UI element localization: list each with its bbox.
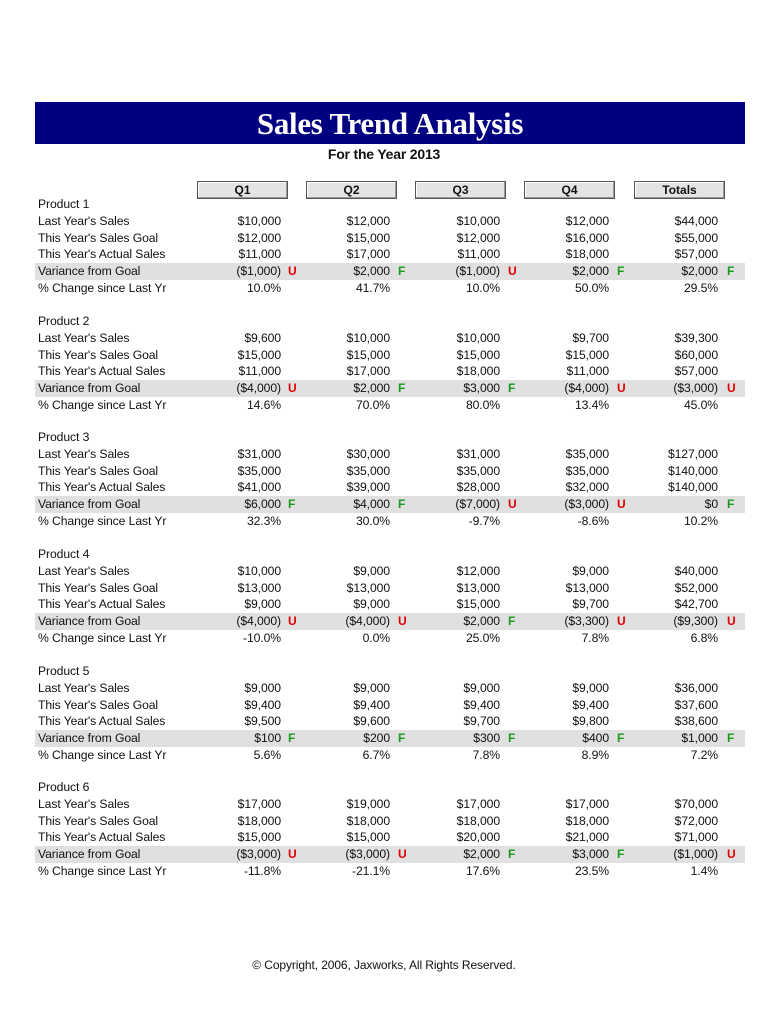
cell-q2: $30,000	[346, 446, 390, 461]
cell-q2: $15,000	[346, 230, 390, 245]
cell-q3: $28,000	[456, 480, 500, 495]
cell-q4: $15,000	[565, 347, 609, 362]
cell-q1: $35,000	[237, 463, 281, 478]
product-name: Product 3	[38, 430, 90, 444]
cell-q3: $2,000	[463, 847, 500, 861]
unfavorable-flag: U	[398, 847, 407, 861]
cell-q2: $9,600	[353, 714, 390, 729]
cell-totals: 6.8%	[690, 630, 718, 645]
column-header-q3: Q3	[415, 181, 506, 199]
cell-q3: -9.7%	[468, 513, 500, 528]
cell-totals: $40,000	[674, 563, 718, 578]
cell-q1: $15,000	[237, 830, 281, 845]
cell-q2: $9,000	[353, 680, 390, 695]
cell-q1: $9,000	[244, 597, 281, 612]
unfavorable-flag: U	[288, 381, 297, 395]
table-row-goal	[35, 463, 745, 480]
table-row-actual	[35, 479, 745, 496]
cell-q1: 5.6%	[253, 747, 281, 762]
row-label: Last Year's Sales	[38, 213, 130, 228]
cell-q1: $9,400	[244, 697, 281, 712]
cell-q2: $2,000	[353, 264, 390, 278]
favorable-flag: F	[288, 497, 296, 511]
row-label: Last Year's Sales	[38, 680, 130, 695]
cell-q4: 23.5%	[574, 863, 609, 878]
cell-q2: $10,000	[346, 330, 390, 345]
row-label: Last Year's Sales	[38, 446, 130, 461]
table-row-last-year	[35, 213, 745, 230]
cell-q4: $32,000	[565, 480, 609, 495]
product-name-row	[35, 196, 745, 213]
column-header-q1: Q1	[197, 181, 288, 199]
row-label: This Year's Sales Goal	[38, 347, 159, 362]
row-label: % Change since Last Yr	[38, 747, 167, 762]
cell-q4: ($4,000)	[564, 381, 609, 395]
table-row-last-year	[35, 446, 745, 463]
table-row-last-year	[35, 563, 745, 580]
product-name: Product 2	[38, 314, 90, 328]
cell-totals: $60,000	[674, 347, 718, 362]
cell-q4: 8.9%	[581, 747, 609, 762]
cell-q1: $15,000	[237, 347, 281, 362]
row-label: Variance from Goal	[38, 381, 141, 395]
favorable-flag: F	[398, 497, 406, 511]
table-row-last-year	[35, 680, 745, 697]
row-label: This Year's Actual Sales	[38, 830, 166, 845]
cell-q3: $11,000	[457, 247, 500, 262]
cell-q3: 7.8%	[472, 747, 500, 762]
table-row-change	[35, 747, 745, 764]
cell-totals: $39,300	[674, 330, 718, 345]
cell-totals: $1,000	[681, 731, 718, 745]
favorable-flag: F	[398, 381, 406, 395]
cell-q2: 41.7%	[355, 280, 390, 295]
row-label: This Year's Actual Sales	[38, 364, 166, 379]
cell-totals: $57,000	[674, 364, 718, 379]
table-row-variance	[35, 846, 745, 863]
cell-totals: $57,000	[674, 247, 718, 262]
page-subtitle: For the Year 2013	[327, 146, 441, 162]
cell-q3: $20,000	[456, 830, 500, 845]
row-label: This Year's Actual Sales	[38, 247, 166, 262]
cell-q4: $12,000	[565, 213, 609, 228]
unfavorable-flag: U	[727, 614, 736, 628]
cell-q2: -21.1%	[351, 863, 390, 878]
favorable-flag: F	[508, 847, 516, 861]
cell-q3: $12,000	[456, 563, 500, 578]
row-label: This Year's Actual Sales	[38, 480, 166, 495]
cell-q2: $18,000	[346, 813, 390, 828]
cell-q4: 50.0%	[574, 280, 609, 295]
cell-q3: $9,400	[463, 697, 500, 712]
cell-q2: 70.0%	[355, 397, 390, 412]
table-row-actual	[35, 246, 745, 263]
table-row-goal	[35, 347, 745, 364]
cell-totals: $37,600	[674, 697, 718, 712]
cell-q4: ($3,300)	[564, 614, 609, 628]
cell-q1: $31,000	[237, 446, 281, 461]
cell-q1: $13,000	[237, 580, 281, 595]
table-row-variance	[35, 730, 745, 747]
row-label: This Year's Sales Goal	[38, 697, 159, 712]
cell-q2: $17,000	[346, 247, 390, 262]
cell-q3: $15,000	[456, 347, 500, 362]
cell-q1: ($3,000)	[236, 847, 281, 861]
unfavorable-flag: U	[727, 381, 736, 395]
row-label: % Change since Last Yr	[38, 863, 167, 878]
cell-q1: $11,000	[238, 364, 281, 379]
cell-q3: 25.0%	[465, 630, 500, 645]
favorable-flag: F	[727, 264, 735, 278]
cell-q4: $18,000	[565, 247, 609, 262]
column-header-q2: Q2	[306, 181, 397, 199]
cell-q1: ($4,000)	[236, 614, 281, 628]
cell-q1: $10,000	[237, 563, 281, 578]
table-row-actual	[35, 596, 745, 613]
product-name: Product 1	[38, 197, 90, 211]
cell-q4: $2,000	[572, 264, 609, 278]
cell-totals: $140,000	[667, 480, 718, 495]
product-name: Product 4	[38, 547, 90, 561]
cell-q1: $18,000	[237, 813, 281, 828]
cell-q3: $9,700	[463, 714, 500, 729]
cell-totals: $140,000	[667, 463, 718, 478]
page-title: Sales Trend Analysis	[256, 106, 524, 141]
row-label: This Year's Sales Goal	[38, 580, 159, 595]
cell-q4: $9,000	[572, 563, 609, 578]
unfavorable-flag: U	[508, 497, 517, 511]
row-label: Variance from Goal	[38, 614, 141, 628]
cell-q2: $9,000	[353, 597, 390, 612]
cell-totals: 1.4%	[690, 863, 718, 878]
copyright-footer: © Copyright, 2006, Jaxworks, All Rights Reserved.	[252, 958, 516, 972]
cell-q1: ($1,000)	[236, 264, 281, 278]
table-row-variance	[35, 613, 745, 630]
cell-q3: 80.0%	[465, 397, 500, 412]
row-label: % Change since Last Yr	[38, 280, 167, 295]
product-name-row	[35, 429, 745, 446]
row-label: Variance from Goal	[38, 264, 141, 278]
cell-q4: $35,000	[565, 463, 609, 478]
cell-q1: $12,000	[237, 230, 281, 245]
table-row-actual	[35, 713, 745, 730]
row-label: Variance from Goal	[38, 497, 141, 511]
table-row-goal	[35, 230, 745, 247]
cell-q1: $41,000	[237, 480, 281, 495]
row-label: Variance from Goal	[38, 731, 141, 745]
unfavorable-flag: U	[288, 614, 297, 628]
table-row-actual	[35, 829, 745, 846]
cell-q2: 6.7%	[362, 747, 390, 762]
favorable-flag: F	[508, 381, 516, 395]
cell-totals: $127,000	[667, 446, 718, 461]
cell-q3: $10,000	[456, 330, 500, 345]
cell-q1: $9,600	[244, 330, 281, 345]
table-row-change	[35, 863, 745, 880]
cell-q3: ($7,000)	[455, 497, 500, 511]
cell-q2: 0.0%	[362, 630, 390, 645]
table-row-change	[35, 280, 745, 297]
cell-totals: $0	[704, 497, 718, 511]
row-label: Last Year's Sales	[38, 563, 130, 578]
cell-q4: $400	[582, 731, 609, 745]
unfavorable-flag: U	[288, 264, 297, 278]
cell-q3: $13,000	[456, 580, 500, 595]
favorable-flag: F	[398, 264, 406, 278]
table-row-variance	[35, 380, 745, 397]
cell-q1: $9,000	[244, 680, 281, 695]
table-row-goal	[35, 813, 745, 830]
cell-q4: $35,000	[565, 446, 609, 461]
cell-q2: $35,000	[346, 463, 390, 478]
cell-q2: $39,000	[346, 480, 390, 495]
cell-q2: $15,000	[346, 347, 390, 362]
cell-totals: $55,000	[674, 230, 718, 245]
table-row-goal	[35, 697, 745, 714]
cell-q3: $2,000	[463, 614, 500, 628]
cell-q4: $11,000	[566, 364, 609, 379]
cell-q2: $2,000	[353, 381, 390, 395]
row-label: % Change since Last Yr	[38, 513, 167, 528]
favorable-flag: F	[288, 731, 296, 745]
cell-totals: $38,600	[674, 714, 718, 729]
cell-q2: $12,000	[346, 213, 390, 228]
title-banner	[35, 102, 745, 144]
row-label: This Year's Sales Goal	[38, 230, 159, 245]
cell-q1: 10.0%	[246, 280, 281, 295]
cell-q1: $17,000	[237, 796, 281, 811]
favorable-flag: F	[617, 731, 625, 745]
cell-q3: 10.0%	[465, 280, 500, 295]
unfavorable-flag: U	[288, 847, 297, 861]
cell-totals: $52,000	[674, 580, 718, 595]
favorable-flag: F	[727, 731, 735, 745]
cell-q1: $11,000	[238, 247, 281, 262]
product-name-row	[35, 663, 745, 680]
cell-totals: 7.2%	[690, 747, 718, 762]
cell-totals: ($1,000)	[673, 847, 718, 861]
table-row-last-year	[35, 796, 745, 813]
table-row-variance	[35, 496, 745, 513]
cell-totals: $42,700	[674, 597, 718, 612]
unfavorable-flag: U	[508, 264, 517, 278]
cell-totals: 45.0%	[683, 397, 718, 412]
cell-q3: $35,000	[456, 463, 500, 478]
cell-totals: $70,000	[674, 796, 718, 811]
cell-q4: $9,000	[572, 680, 609, 695]
cell-q3: $15,000	[456, 597, 500, 612]
column-header-totals: Totals	[634, 181, 725, 199]
cell-q4: $13,000	[565, 580, 609, 595]
cell-q4: $18,000	[565, 813, 609, 828]
cell-q2: ($3,000)	[345, 847, 390, 861]
table-row-change	[35, 630, 745, 647]
table-row-change	[35, 513, 745, 530]
favorable-flag: F	[398, 731, 406, 745]
table-row-variance	[35, 263, 745, 280]
cell-q3: $31,000	[456, 446, 500, 461]
favorable-flag: F	[727, 497, 735, 511]
row-label: This Year's Actual Sales	[38, 714, 166, 729]
cell-totals: $72,000	[674, 813, 718, 828]
cell-q1: -11.8%	[243, 863, 281, 878]
unfavorable-flag: U	[727, 847, 736, 861]
row-label: Variance from Goal	[38, 847, 141, 861]
cell-q3: $12,000	[456, 230, 500, 245]
cell-q4: $9,400	[572, 697, 609, 712]
table-row-change	[35, 397, 745, 414]
cell-q4: $9,700	[572, 597, 609, 612]
cell-q3: ($1,000)	[455, 264, 500, 278]
cell-q1: $10,000	[237, 213, 281, 228]
unfavorable-flag: U	[617, 614, 626, 628]
cell-q3: $9,000	[463, 680, 500, 695]
favorable-flag: F	[617, 847, 625, 861]
cell-q3: $17,000	[456, 796, 500, 811]
cell-q2: $17,000	[346, 364, 390, 379]
cell-q2: $200	[363, 731, 390, 745]
cell-q3: $18,000	[456, 813, 500, 828]
cell-q4: $17,000	[565, 796, 609, 811]
favorable-flag: F	[508, 731, 516, 745]
cell-totals: 10.2%	[683, 513, 718, 528]
cell-q3: 17.6%	[465, 863, 500, 878]
table-row-goal	[35, 580, 745, 597]
cell-q3: $3,000	[463, 381, 500, 395]
cell-q1: $6,000	[244, 497, 281, 511]
cell-q2: $9,400	[353, 697, 390, 712]
cell-q2: $13,000	[346, 580, 390, 595]
cell-q1: ($4,000)	[236, 381, 281, 395]
cell-totals: $71,000	[674, 830, 718, 845]
product-name-row	[35, 779, 745, 796]
row-label: This Year's Sales Goal	[38, 813, 159, 828]
table-row-actual	[35, 363, 745, 380]
row-label: Last Year's Sales	[38, 330, 130, 345]
cell-q2: $15,000	[346, 830, 390, 845]
unfavorable-flag: U	[617, 497, 626, 511]
product-name-row	[35, 546, 745, 563]
row-label: This Year's Sales Goal	[38, 463, 159, 478]
favorable-flag: F	[508, 614, 516, 628]
cell-totals: ($3,000)	[673, 381, 718, 395]
cell-q2: $9,000	[353, 563, 390, 578]
row-label: % Change since Last Yr	[38, 397, 167, 412]
cell-q2: $19,000	[346, 796, 390, 811]
unfavorable-flag: U	[398, 614, 407, 628]
cell-q1: 14.6%	[246, 397, 281, 412]
row-label: This Year's Actual Sales	[38, 597, 166, 612]
cell-q4: $9,700	[572, 330, 609, 345]
product-name-row	[35, 313, 745, 330]
cell-q4: $16,000	[565, 230, 609, 245]
product-name: Product 5	[38, 664, 90, 678]
cell-q2: $4,000	[353, 497, 390, 511]
cell-q4: -8.6%	[577, 513, 609, 528]
cell-q1: -10.0%	[242, 630, 281, 645]
cell-q4: $9,800	[572, 714, 609, 729]
cell-q4: ($3,000)	[564, 497, 609, 511]
cell-totals: 29.5%	[683, 280, 718, 295]
cell-totals: ($9,300)	[673, 614, 718, 628]
cell-q2: ($4,000)	[345, 614, 390, 628]
cell-totals: $44,000	[674, 213, 718, 228]
cell-q3: $300	[473, 731, 500, 745]
row-label: Last Year's Sales	[38, 796, 130, 811]
cell-q4: 13.4%	[574, 397, 609, 412]
cell-q1: $9,500	[244, 714, 281, 729]
cell-q2: 30.0%	[355, 513, 390, 528]
cell-q3: $18,000	[456, 364, 500, 379]
column-header-q4: Q4	[524, 181, 615, 199]
cell-totals: $2,000	[681, 264, 718, 278]
cell-q4: 7.8%	[581, 630, 609, 645]
cell-totals: $36,000	[674, 680, 718, 695]
favorable-flag: F	[617, 264, 625, 278]
table-row-last-year	[35, 330, 745, 347]
cell-q3: $10,000	[456, 213, 500, 228]
cell-q4: $21,000	[565, 830, 609, 845]
row-label: % Change since Last Yr	[38, 630, 167, 645]
product-name: Product 6	[38, 780, 90, 794]
cell-q1: $100	[254, 731, 281, 745]
cell-q4: $3,000	[572, 847, 609, 861]
unfavorable-flag: U	[617, 381, 626, 395]
cell-q1: 32.3%	[246, 513, 281, 528]
